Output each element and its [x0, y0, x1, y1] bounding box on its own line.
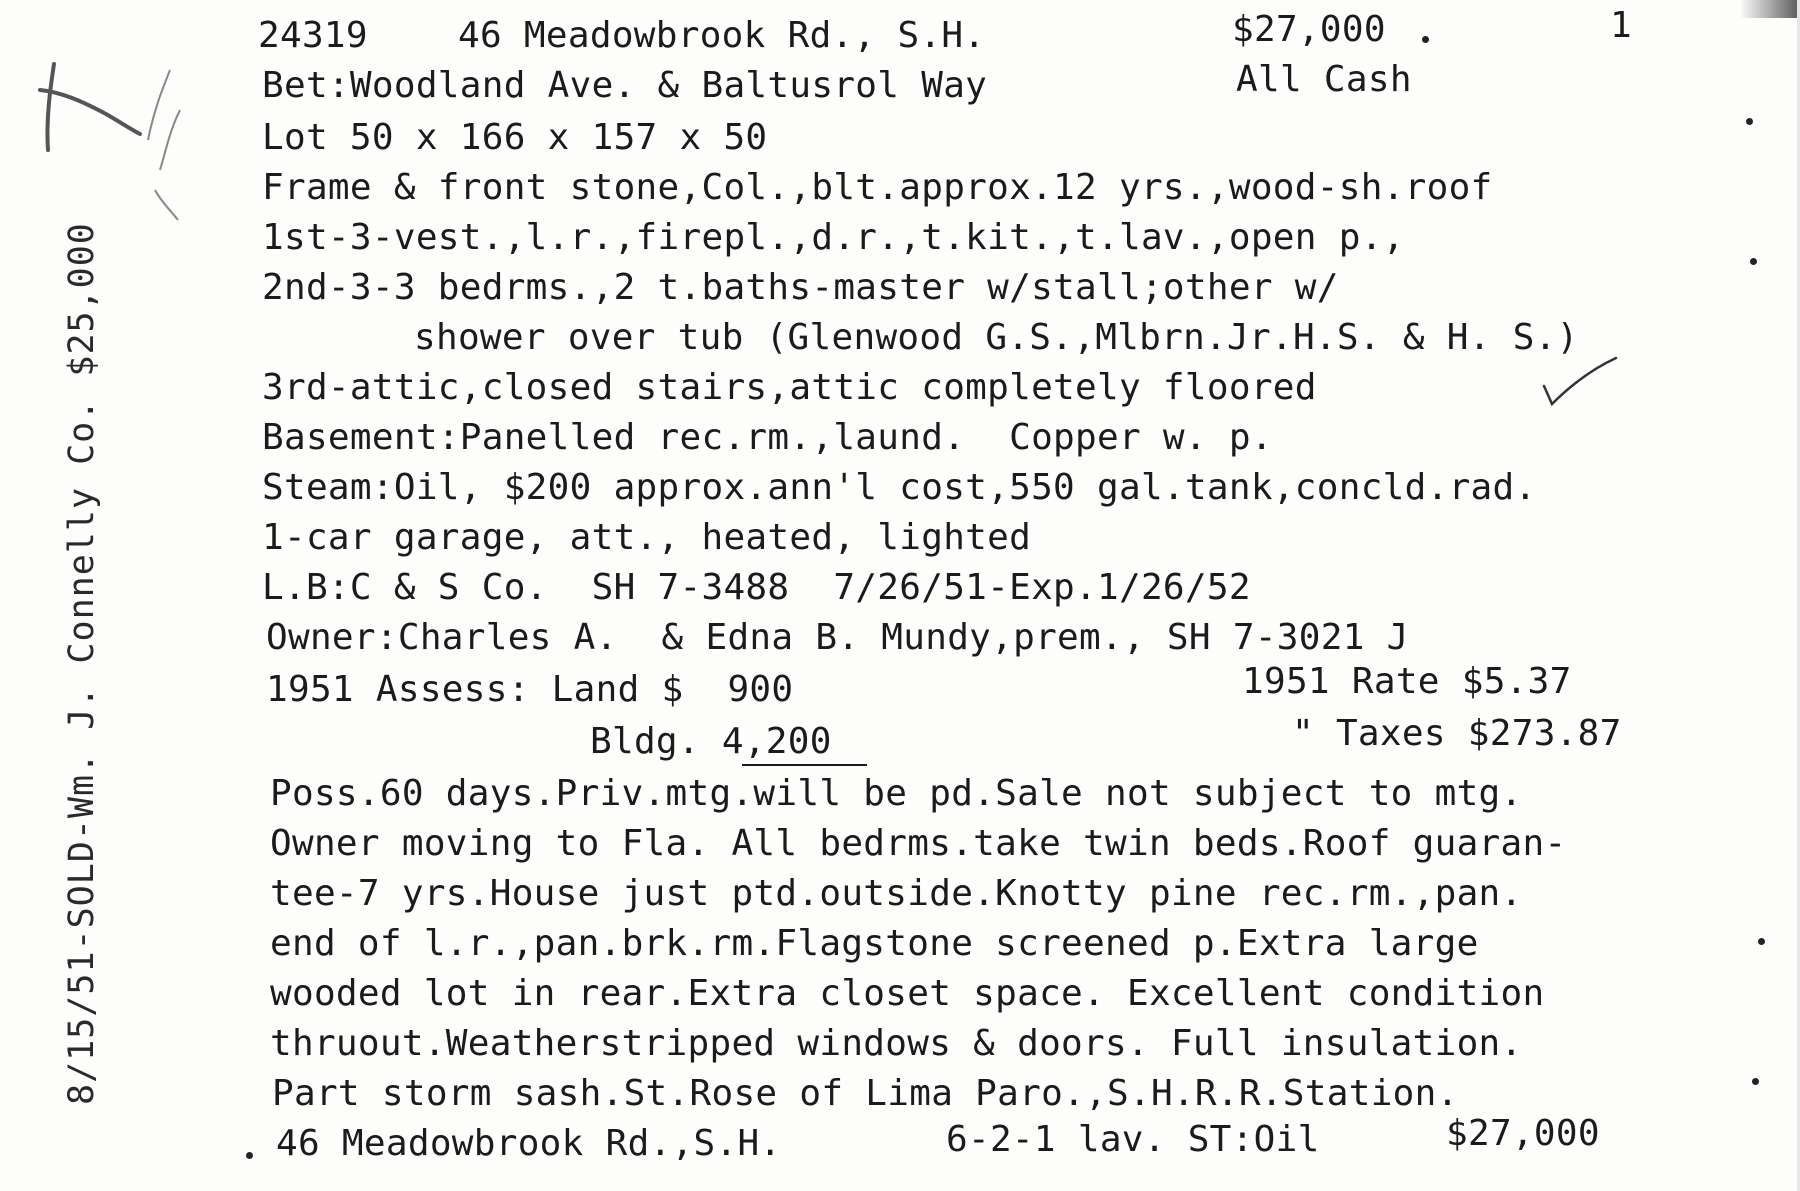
sold-stamp: 8/15/51-SOLD-Wm. J. Connelly Co. $25,000 [62, 222, 102, 1105]
first-floor: 1st-3-vest.,l.r.,firepl.,d.r.,t.kit.,t.lav.,open p., [262, 217, 1405, 258]
margin-dot [1750, 258, 1757, 265]
third-floor: 3rd-attic,closed stairs,attic completely floored [262, 367, 1317, 408]
margin-dot [1746, 118, 1753, 125]
footer-price: $27,000 [1446, 1113, 1600, 1154]
terms: All Cash [1236, 59, 1412, 100]
bldg-underline [742, 764, 867, 766]
page-number: 1 [1610, 5, 1632, 46]
heating: Steam:Oil, $200 approx.ann'l cost,550 gal.tank,concld.rad. [262, 467, 1537, 508]
garage: 1-car garage, att., heated, lighted [262, 517, 1032, 558]
listing-address: 46 Meadowbrook Rd., S.H. [458, 15, 986, 56]
margin-dot [1422, 36, 1429, 43]
card-edge-shadow [1740, 0, 1800, 18]
margin-dot [1758, 938, 1765, 945]
handwritten-note-mark [20, 50, 210, 260]
margin-dot [1752, 1078, 1759, 1085]
listing-number: 24319 [258, 15, 368, 56]
listing-price: $27,000 [1232, 9, 1386, 50]
remarks-line: Poss.60 days.Priv.mtg.will be pd.Sale not subject to mtg. [270, 773, 1523, 814]
second-floor-cont: shower over tub (Glenwood G.S.,Mlbrn.Jr.H.S. & H. S.) [414, 317, 1579, 358]
remarks-line: Owner moving to Fla. All bedrms.take twin beds.Roof guaran- [270, 823, 1567, 864]
second-floor: 2nd-3-3 bedrms.,2 t.baths-master w/stall;other w/ [262, 267, 1339, 308]
owner: Owner:Charles A. & Edna B. Mundy,prem., SH 7-3021 J [266, 617, 1409, 658]
remarks-line: Part storm sash.St.Rose of Lima Paro.,S.H.R.R.Station. [272, 1073, 1459, 1114]
assessment-building: Bldg. 4,200 [590, 721, 832, 762]
basement: Basement:Panelled rec.rm.,laund. Copper w. p. [262, 417, 1273, 458]
footer-address: 46 Meadowbrook Rd.,S.H. [276, 1123, 782, 1164]
lot-size: Lot 50 x 166 x 157 x 50 [262, 117, 768, 158]
construction: Frame & front stone,Col.,blt.approx.12 yrs.,wood-sh.roof [262, 167, 1493, 208]
footer-summary: 6-2-1 lav. ST:Oil [946, 1119, 1320, 1160]
taxes: " Taxes $273.87 [1292, 713, 1622, 754]
listing-broker: L.B:C & S Co. SH 7-3488 7/26/51-Exp.1/26/52 [262, 567, 1251, 608]
assessment-land: 1951 Assess: Land $ 900 [266, 669, 794, 710]
remarks-line: end of l.r.,pan.brk.rm.Flagstone screened p.Extra large [270, 923, 1479, 964]
between-streets: Bet:Woodland Ave. & Baltusrol Way [262, 65, 988, 106]
remarks-line: tee-7 yrs.House just ptd.outside.Knotty pine rec.rm.,pan. [270, 873, 1523, 914]
remarks-line: wooded lot in rear.Extra closet space. Excellent condition [270, 973, 1545, 1014]
tax-rate: 1951 Rate $5.37 [1242, 661, 1572, 702]
remarks-line: thruout.Weatherstripped windows & doors. Full insulation. [270, 1023, 1523, 1064]
check-mark-icon [1540, 356, 1620, 412]
margin-dot [246, 1152, 253, 1159]
